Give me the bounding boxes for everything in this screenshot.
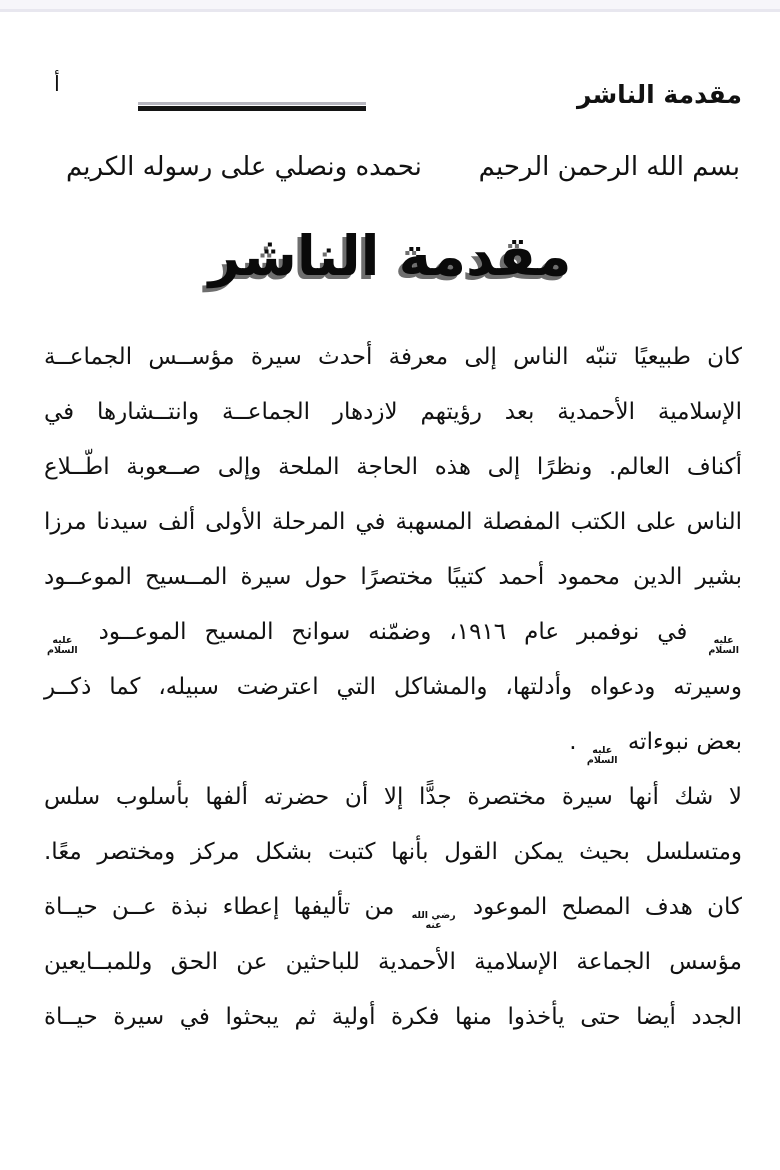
basmala-line [0,152,780,182]
text-line [44,605,742,660]
line-text: الجدد أيضا حتى يأخذوا منها فكرة أولية ثم يبحثوا في سيرة حيــاة [44,1004,742,1030]
page-number-letter: أ [54,72,60,96]
text-line [44,440,742,495]
text-line [44,385,742,440]
line-text: من تأليفها إعطاء نبذة عــن حيــاة [44,894,395,920]
chapter-title: مقدمة الناشر [208,224,572,288]
line-text: الإسلامية الأحمدية بعد رؤيتهم لازدهار الجماعــة وانتــشارها في [44,399,742,425]
line-text: . [569,729,577,755]
honorific-row: عليه [592,745,613,756]
text-line [44,770,742,825]
line-text: بشير الدين محمود أحمد كتيبًا مختصرًا حول سيرة المــسيح الموعــود [44,564,742,590]
honorific-ligature [587,746,618,766]
honorific-row: السلام [47,645,78,656]
text-line [44,330,742,385]
honorific-ligature [47,636,78,656]
text-line [44,990,742,1045]
line-text: ومتسلسل بحيث يمكن القول بأنها كتبت بشكل مركز ومختصر معًا. [44,839,742,865]
line-text: الناس على الكتب المفصلة المسهبة في المرحلة الأولى ألف سيدنا مرزا [44,509,742,535]
line-text: كان طبيعيًا تنبّه الناس إلى معرفة أحدث سيرة مؤســس الجماعــة [44,344,742,370]
line-text: لا شك أنها سيرة مختصرة جدًّا إلا أن حضرته ألفها بأسلوب سلس [44,784,742,810]
honorific-row: عليه [713,635,734,646]
page-top-edge [0,0,780,12]
praise-text: نحمده ونصلي على رسوله الكريم [66,152,422,182]
header-rule [138,102,366,111]
line-text: وسيرته ودعواه وأدلتها، والمشاكل التي اعترضت سبيله، كما ذكــر [44,674,742,700]
line-text: أكناف العالم. ونظرًا إلى هذه الحاجة الملحة وإلى صــعوبة اطّــلاع [44,454,742,480]
text-line [44,715,742,770]
line-text: في نوفمبر عام ١٩١٦، وضمّنه سوانح المسيح الموعــود [98,619,688,645]
text-line [44,880,742,935]
line-text: بعض نبوءاته [627,729,742,755]
honorific-row: عليه [52,635,73,646]
honorific-row: السلام [708,645,739,656]
line-text: مؤسس الجماعة الإسلامية الأحمدية للباحثين عن الحق وللمبــايعين [44,949,742,975]
running-header-title: مقدمة الناشر [577,80,742,109]
text-line [44,660,742,715]
text-line [44,825,742,880]
line-text: كان هدف المصلح الموعود [472,894,743,920]
text-line [44,550,742,605]
running-header [0,72,780,122]
body-text [44,330,742,1045]
honorific-row: عنه [425,920,442,931]
text-line [44,495,742,550]
honorific-ligature [412,911,456,931]
honorific-ligature [708,636,739,656]
honorific-row: رضي الله [411,910,456,921]
basmala-text: بسم الله الرحمن الرحيم [478,152,740,182]
text-line [44,935,742,990]
header-rule-bottom-line [138,106,366,111]
honorific-row: السلام [586,755,618,766]
